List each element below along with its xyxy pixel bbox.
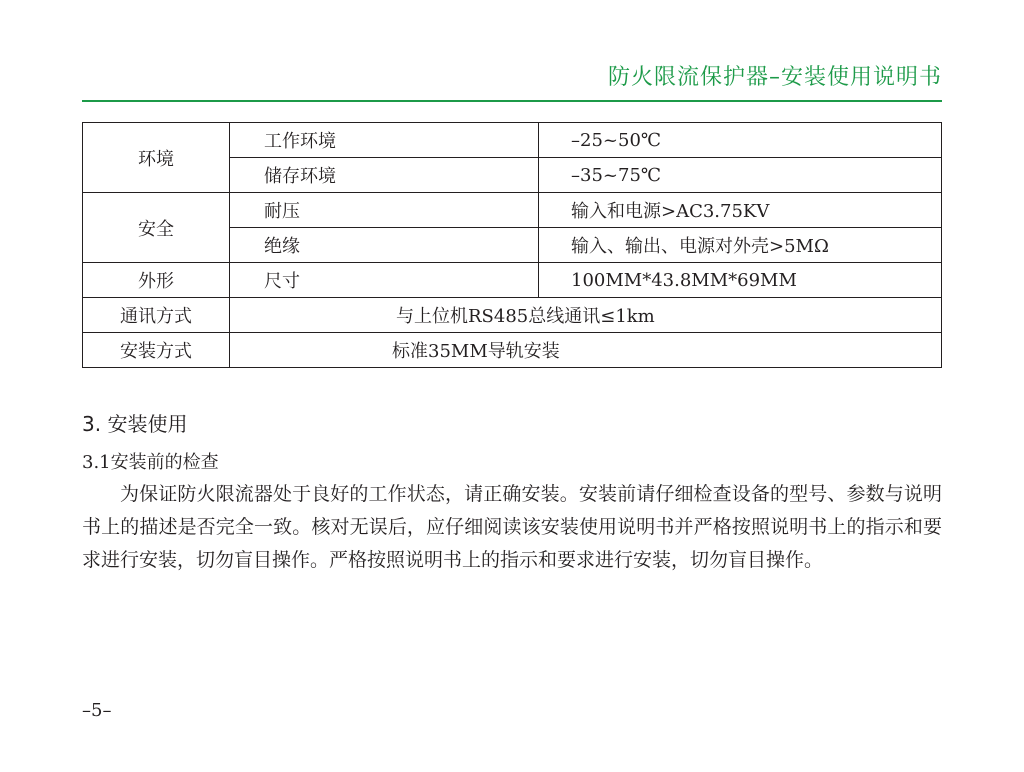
table-row [83,263,942,298]
table-row [83,123,942,158]
value-cell-operating-temperature: –25~50℃ [539,123,942,158]
page-number: –5– [82,700,112,721]
table-row [83,298,942,333]
item-cell-operating-environment: 工作环境 [230,123,539,158]
category-cell-environment: 环境 [83,123,230,193]
specification-table [82,122,942,368]
table-row [83,193,942,228]
mounting-value: 标准35MM导轨安装 [392,341,560,362]
body-paragraph: 为保证防火限流器处于良好的工作状态，请正确安装。安装前请仔细检查设备的型号、参数与说明书上的描述是否完全一致。核对无误后，应仔细阅读该安装使用说明书并严格按照说明书上的指示和要求进行安装，切勿盲目操作。严格按照说明书上的指示和要求进行安装，切勿盲目操作。 [82,483,942,571]
subsection-heading: 3.1安装前的检查 [82,452,219,473]
category-cell-shape: 外形 [83,263,230,298]
item-cell-insulation: 绝缘 [230,228,539,263]
item-cell-withstand-voltage: 耐压 [230,193,539,228]
value-cell-mounting [230,333,942,368]
value-cell-insulation: 输入、输出、电源对外壳>5MΩ [539,228,942,263]
section-heading: 3. 安装使用 [82,412,188,436]
value-cell-communication [230,298,942,333]
category-cell-communication: 通讯方式 [83,298,230,333]
value-cell-size: 100MM*43.8MM*69MM [539,263,942,298]
header-divider [82,100,942,102]
item-cell-size: 尺寸 [230,263,539,298]
value-cell-withstand-voltage: 输入和电源>AC3.75KV [539,193,942,228]
category-cell-mounting: 安装方式 [83,333,230,368]
table-row [83,333,942,368]
item-cell-storage-environment: 储存环境 [230,158,539,193]
document-title: 防火限流保护器–安装使用说明书 [607,65,942,90]
communication-value: 与上位机RS485总线通讯≤1km [396,306,655,327]
category-cell-safety: 安全 [83,193,230,263]
value-cell-storage-temperature: –35~75℃ [539,158,942,193]
